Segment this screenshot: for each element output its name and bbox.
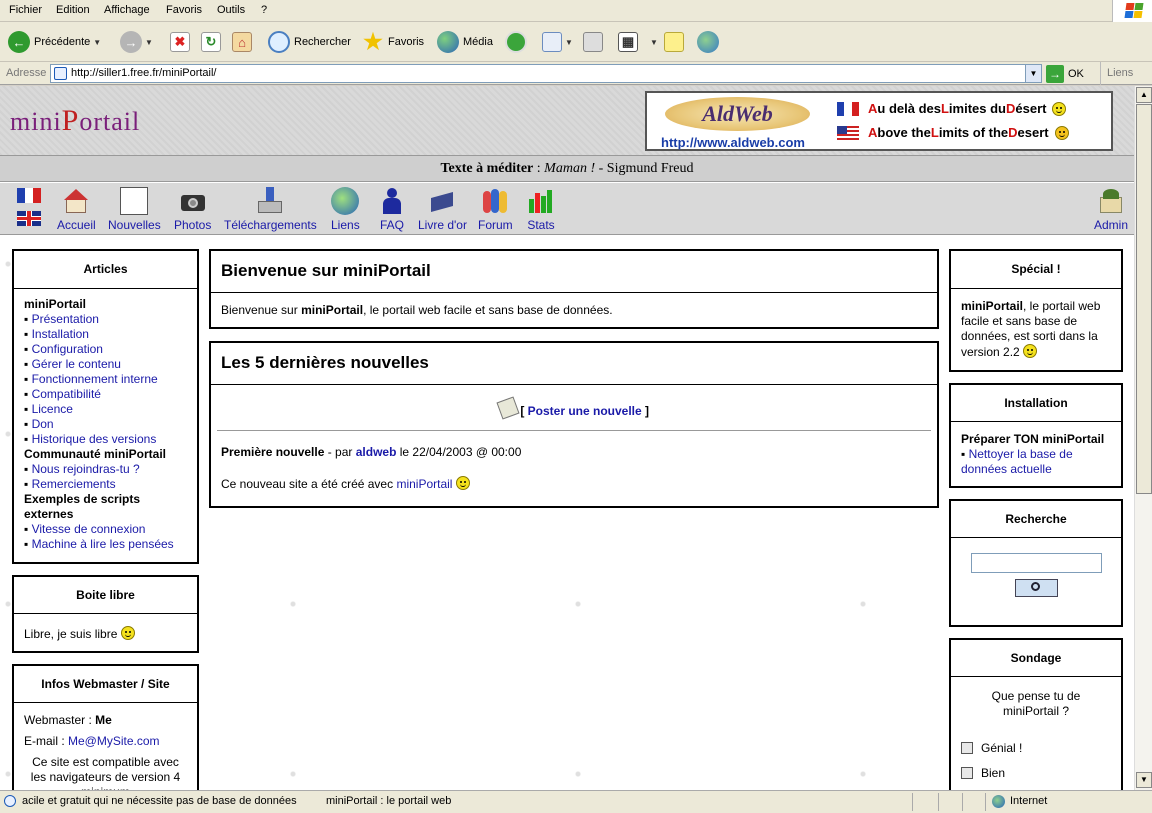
smiley-icon — [1052, 102, 1066, 116]
stop-button[interactable] — [170, 30, 190, 54]
menu-favoris[interactable]: Favoris — [166, 4, 203, 16]
page-status-icon — [4, 795, 16, 807]
nettoyer-base-link[interactable]: Nettoyer la base de données actuelle — [961, 447, 1073, 476]
tagline-en: A bove the L imits of the D esert — [837, 125, 1069, 140]
quote-bar: Texte à méditer : Maman ! - Sigmund Freud — [0, 156, 1134, 182]
news-item-title: Première nouvelle — [221, 445, 325, 459]
links-button[interactable]: Liens — [1100, 62, 1133, 85]
status-zone: Internet — [1010, 795, 1048, 807]
forward-arrow-icon: → — [120, 31, 142, 53]
magnifier-icon — [1031, 582, 1040, 591]
site-header — [0, 86, 1134, 156]
article-link-historique[interactable]: Historique des versions — [31, 432, 157, 446]
back-arrow-icon: ← — [8, 31, 30, 53]
recherche-box — [949, 499, 1123, 627]
article-link-compatibilite[interactable]: Compatibilité — [31, 387, 101, 401]
forward-button[interactable]: → ▼ — [120, 30, 153, 54]
articles-box — [12, 249, 199, 564]
refresh-icon: ↻ — [201, 32, 221, 52]
star-icon: ★ — [363, 29, 383, 54]
article-link-rejoindre[interactable]: Nous rejoindras-tu ? — [31, 462, 140, 476]
sondage-question: Que pense tu de miniPortail ? — [991, 689, 1081, 718]
edit-button[interactable]: ▦ ▼ — [618, 30, 658, 54]
sondage-option-genial[interactable]: Génial ! — [961, 741, 1111, 756]
infos-box: Infos Webmaster / Site Webmaster : Me E-mail : Me@MySite.com Ce site est compatible avec les navigateurs de version 4 — [12, 664, 199, 804]
status-page-title: miniPortail : le portail web — [326, 795, 452, 807]
home-button[interactable] — [232, 30, 252, 54]
article-link-installation[interactable]: Installation — [31, 327, 89, 341]
french-flag-icon — [837, 102, 859, 116]
article-link-don[interactable]: Don — [31, 417, 54, 431]
page-scrollbar[interactable] — [1134, 86, 1152, 790]
nav-forum[interactable]: Forum — [478, 187, 513, 232]
scroll-up-icon[interactable]: ▲ — [1136, 87, 1152, 103]
news-item-date: le 22/04/2003 @ 00:00 — [396, 445, 522, 459]
nav-liens[interactable]: Liens — [331, 187, 360, 232]
page-viewport — [0, 86, 1134, 790]
address-dropdown-icon[interactable]: ▼ — [1025, 64, 1042, 83]
menu-fichier[interactable]: Fichier — [9, 4, 43, 16]
status-text: acile et gratuit qui ne nécessite pas de base de données — [22, 795, 297, 807]
installation-title: Installation — [951, 385, 1121, 422]
go-button[interactable]: → OK — [1046, 65, 1084, 83]
welcome-title: Bienvenue sur miniPortail — [211, 251, 937, 293]
news-item-link[interactable]: miniPortail — [396, 477, 453, 491]
tagline-fr: A u delà des L imites du D ésert — [837, 101, 1066, 116]
aldweb-logo: AldWeb — [665, 97, 810, 131]
favorites-button[interactable]: ★ Favoris — [363, 29, 425, 54]
nav-admin[interactable]: Admin — [1094, 187, 1128, 232]
boite-libre-title: Boite libre — [14, 577, 197, 614]
site-logo[interactable]: miniPortail — [10, 104, 141, 137]
special-title: Spécial ! — [951, 251, 1121, 289]
uk-flag-icon[interactable] — [17, 211, 41, 226]
smiley-icon — [121, 626, 135, 640]
news-title: Les 5 dernières nouvelles — [211, 343, 937, 385]
page-icon — [54, 67, 67, 80]
scroll-thumb[interactable] — [1136, 104, 1152, 494]
search-submit-button[interactable] — [1015, 579, 1058, 597]
search-button[interactable]: Rechercher — [268, 30, 351, 54]
french-flag-icon[interactable] — [17, 188, 41, 203]
newspaper-icon — [120, 187, 148, 215]
address-bar — [0, 62, 1152, 85]
webmaster-name: Me — [95, 713, 112, 727]
stop-icon: ✖ — [170, 32, 190, 52]
nav-accueil[interactable]: Accueil — [57, 187, 96, 232]
article-link-machine[interactable]: Machine à lire les pensées — [31, 537, 174, 551]
back-button[interactable]: ← Précédente ▼ — [8, 30, 101, 54]
smiley-icon — [456, 476, 470, 490]
nav-faq[interactable]: FAQ — [378, 187, 406, 232]
mail-icon — [542, 32, 562, 52]
boite-libre-text: Libre, je suis libre — [24, 627, 118, 641]
menu-outils[interactable]: Outils — [217, 4, 246, 16]
search-icon — [268, 31, 290, 53]
article-link-vitesse[interactable]: Vitesse de connexion — [31, 522, 146, 536]
article-link-presentation[interactable]: Présentation — [31, 312, 99, 326]
nav-nouvelles[interactable]: Nouvelles — [108, 187, 161, 232]
sticky-note-icon — [664, 32, 684, 52]
print-button[interactable] — [583, 30, 603, 54]
camera-icon — [179, 187, 207, 215]
articles-title: Articles — [14, 251, 197, 289]
sondage-title: Sondage — [951, 640, 1121, 677]
nav-stats[interactable]: Stats — [527, 187, 555, 232]
nav-telechargements[interactable]: Téléchargements — [224, 187, 317, 232]
article-link-gerer-contenu[interactable]: Gérer le contenu — [31, 357, 121, 371]
installation-box: Installation Préparer TON miniPortail ▪ Nettoyer la base de données actuelle — [949, 383, 1123, 488]
mail-button[interactable]: ▼ — [542, 30, 573, 54]
recherche-title: Recherche — [951, 501, 1121, 538]
nav-bar — [0, 183, 1134, 235]
post-news-row: [ Poster une nouvelle ] — [211, 399, 937, 418]
special-text: miniPortail, le portail web facile et sans base de données, est sorti dans la version 2.2 — [961, 299, 1101, 359]
edit-pencil-icon — [496, 396, 519, 419]
address-label: Adresse — [6, 67, 47, 79]
infos-title: Infos Webmaster / Site — [14, 666, 197, 703]
home-icon: ⌂ — [232, 32, 252, 52]
webmaster-email-link[interactable]: Me@MySite.com — [68, 734, 160, 748]
messenger-icon — [697, 31, 719, 53]
globe-icon — [331, 187, 359, 215]
radio-genial[interactable] — [961, 742, 973, 754]
stats-bars-icon — [527, 187, 555, 215]
scroll-down-icon[interactable]: ▼ — [1136, 772, 1152, 788]
back-dropdown-icon[interactable]: ▼ — [93, 37, 102, 47]
article-link-licence[interactable]: Licence — [31, 402, 73, 416]
printer-icon — [583, 32, 603, 52]
article-link-fonctionnement[interactable]: Fonctionnement interne — [31, 372, 158, 386]
notes-button[interactable] — [664, 30, 684, 54]
tongue-smiley-icon — [1055, 126, 1069, 140]
sondage-box — [949, 638, 1123, 808]
faq-person-icon — [378, 187, 406, 215]
windows-logo-icon — [1112, 0, 1152, 22]
radio-bien[interactable] — [961, 767, 973, 779]
news-box — [209, 341, 939, 508]
history-icon — [505, 31, 527, 53]
aldweb-url: http://www.aldweb.com — [661, 135, 805, 150]
us-flag-icon — [837, 126, 859, 140]
installation-heading: Préparer TON miniPortail — [961, 432, 1105, 446]
post-news-link[interactable]: Poster une nouvelle — [527, 404, 642, 418]
aldweb-banner[interactable] — [645, 91, 1113, 151]
search-input[interactable] — [971, 553, 1102, 573]
internet-zone-icon — [992, 795, 1005, 808]
news-author-link[interactable]: aldweb — [355, 445, 397, 459]
status-bar — [0, 790, 1152, 813]
welcome-text: Bienvenue sur miniPortail, le portail web facile et sans base de données. — [221, 303, 613, 317]
nav-livre-dor[interactable]: Livre d'or — [418, 187, 467, 232]
address-input[interactable]: http://siller1.free.fr/miniPortail/ — [50, 64, 1042, 83]
edit-page-icon: ▦ — [618, 32, 638, 52]
article-link-configuration[interactable]: Configuration — [31, 342, 103, 356]
guestbook-icon — [428, 187, 456, 215]
media-button[interactable]: Média — [437, 30, 493, 54]
media-globe-icon — [437, 31, 459, 53]
articles-list: miniPortail ▪ Présentation ▪ Installation ▪ Configuration ▪ Gérer le contenu ▪ Fonctionnement interne ▪ Compatibilité ▪ Licence ▪ Don ▪ Historique des versions Communauté miniPortail ▪ Nous rejoindras-tu ? ▪ Remerciements Exemples de scripts externes ▪ Vitesse de connexion ▪ Machine à lire les pensées — [24, 297, 174, 551]
special-box — [949, 249, 1123, 372]
go-arrow-icon: → — [1046, 65, 1064, 83]
welcome-box — [209, 249, 939, 329]
nav-photos[interactable]: Photos — [174, 187, 211, 232]
browser-toolbar — [0, 22, 1152, 62]
menu-bar — [0, 0, 1152, 22]
refresh-button[interactable] — [201, 30, 221, 54]
admin-icon — [1097, 187, 1125, 215]
boite-libre-box — [12, 575, 199, 653]
menu-help[interactable]: ? — [261, 4, 268, 16]
sondage-option-bien[interactable]: Bien — [961, 766, 1111, 781]
menu-affichage[interactable]: Affichage — [104, 4, 150, 16]
article-link-remerciements[interactable]: Remerciements — [31, 477, 116, 491]
history-button[interactable] — [505, 30, 527, 54]
messenger-button[interactable] — [697, 30, 719, 54]
menu-edition[interactable]: Edition — [56, 4, 90, 16]
forum-people-icon — [481, 187, 509, 215]
smiley-icon — [1023, 344, 1037, 358]
home-icon — [62, 187, 90, 215]
download-icon — [256, 187, 284, 215]
news-item: Première nouvelle - par aldweb le 22/04/2003 @ 00:00 Ce nouveau site a été créé avec miniPortail — [221, 445, 522, 491]
compat-text: Ce site est compatible avec les navigateurs de version 4 — [30, 755, 181, 784]
